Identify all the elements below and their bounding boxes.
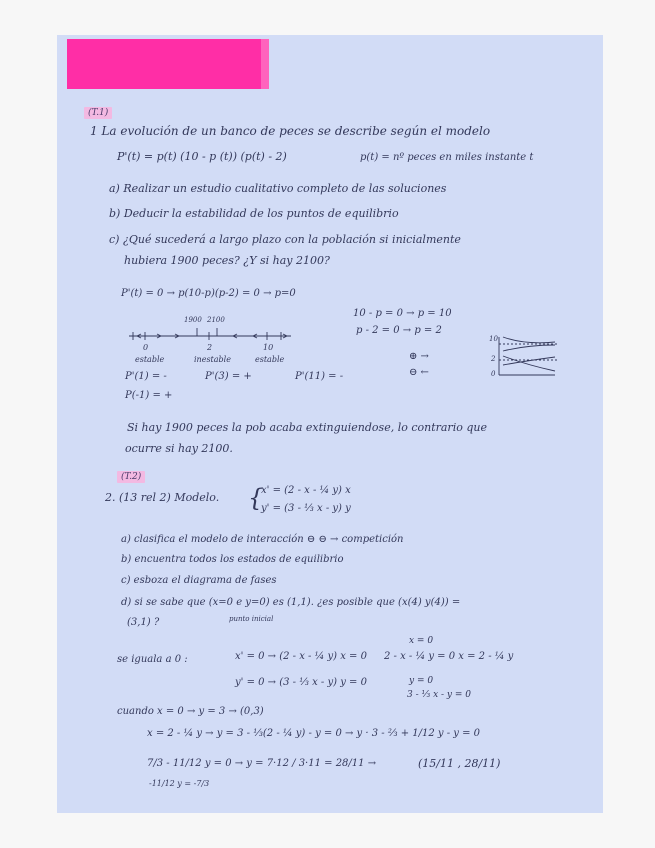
p2-question-d: d) si se sabe que (x=0 e y=0) es (1,1). ¿es posible que (x(4) y(4)) = (121, 597, 461, 608)
p2-step-iguala: se iguala a 0 : (117, 654, 188, 665)
graph-label-10: 10 (489, 335, 498, 343)
p2-root-y0: y = 0 (409, 676, 434, 686)
p2-step-xline: 2 - x - ¼ y = 0 x = 2 - ¼ y (384, 651, 514, 662)
p2-question-c: c) esboza el diagrama de fases (121, 575, 277, 586)
p2-step-yprime: y' = 0 → (3 - ⅓ x - y) y = 0 (235, 677, 367, 688)
p1-question-b: b) Deducir la estabilidad de los puntos de equilibrio (109, 207, 399, 220)
notebook-page (57, 35, 603, 813)
stability-10: estable (255, 355, 285, 364)
p1-conclusion-cont: ocurre si hay 2100. (125, 442, 233, 455)
p2-step-cuando: cuando x = 0 → y = 3 → (0,3) (117, 706, 264, 717)
p1-question-c-cont: hubiera 1900 peces? ¿Y si hay 2100? (124, 254, 330, 267)
p2-equation-y: y' = (3 - ⅓ x - y) y (261, 503, 351, 514)
tick-2: 2 (207, 343, 213, 352)
stability-0: estable (135, 355, 165, 364)
legend-plus: ⊕ → (409, 351, 429, 362)
graph-label-0: 0 (491, 370, 496, 378)
axis-label-2100: 2100 (207, 316, 225, 324)
tick-0: 0 (143, 343, 149, 352)
p1-model-legend: p(t) = nº peces en miles instante t (360, 152, 534, 163)
tag-t1: (T.1) (84, 107, 112, 119)
tick-10: 10 (263, 343, 274, 352)
p2-step-subst: x = 2 - ¼ y → y = 3 - ⅓(2 - ¼ y) - y = 0 → y · 3 - ⅔ + 1/12 y - y = 0 (147, 728, 481, 739)
p1-equilibrium-eq: P'(t) = 0 → p(10-p)(p-2) = 0 → p=0 (121, 288, 296, 299)
p2-step-solve: 7/3 - 11/12 y = 0 → y = 7·12 / 3·11 = 28/11 → (147, 758, 377, 769)
p2-step-yline: 3 - ⅓ x - y = 0 (407, 690, 471, 700)
initial-point-label: punto inicial (229, 615, 274, 623)
p2-step-last: -11/12 y = -7/3 (149, 779, 210, 788)
sign-p1: P'(1) = - (125, 371, 167, 382)
p2-step-xprime: x' = 0 → (2 - x - ¼ y) x = 0 (235, 651, 367, 662)
sign-p3: P'(3) = + (205, 371, 252, 382)
p2-heading: 2. (13 rel 2) Modelo. (105, 491, 220, 504)
p1-root-2: p - 2 = 0 → p = 2 (356, 325, 442, 336)
tag-t2: (T.2) (117, 471, 145, 483)
p2-root-x0: x = 0 (409, 636, 434, 646)
axis-label-1900: 1900 (184, 316, 202, 324)
p2-question-d-cont: (3,1) ? (127, 617, 160, 628)
p1-model-equation: P'(t) = p(t) (10 - p (t)) (p(t) - 2) (117, 150, 287, 163)
p2-question-b: b) encuentra todos los estados de equilibrio (121, 554, 344, 565)
system-brace: { (248, 484, 264, 512)
p2-equilibrium-point: (15/11 , 28/11) (418, 757, 501, 770)
sign-pm1: P(-1) = + (125, 390, 173, 401)
p1-conclusion: Si hay 1900 peces la pob acaba extinguiendose, lo contrario que (127, 421, 487, 434)
legend-minus: ⊖ ← (409, 367, 429, 378)
graph-label-2: 2 (491, 355, 496, 363)
sign-p11: P'(11) = - (295, 371, 344, 382)
p2-question-a: a) clasifica el modelo de interacción ⊖ ⊖ → competición (121, 534, 404, 545)
stability-2: inestable (194, 355, 231, 364)
p2-equation-x: x' = (2 - x - ¼ y) x (261, 485, 351, 496)
p1-question-a: a) Realizar un estudio cualitativo completo de las soluciones (109, 182, 447, 195)
p1-root-10: 10 - p = 0 → p = 10 (353, 308, 452, 319)
p1-statement: 1 La evolución de un banco de peces se describe según el modelo (90, 124, 491, 138)
p1-question-c: c) ¿Qué sucederá a largo plazo con la población si inicialmente (109, 233, 461, 246)
